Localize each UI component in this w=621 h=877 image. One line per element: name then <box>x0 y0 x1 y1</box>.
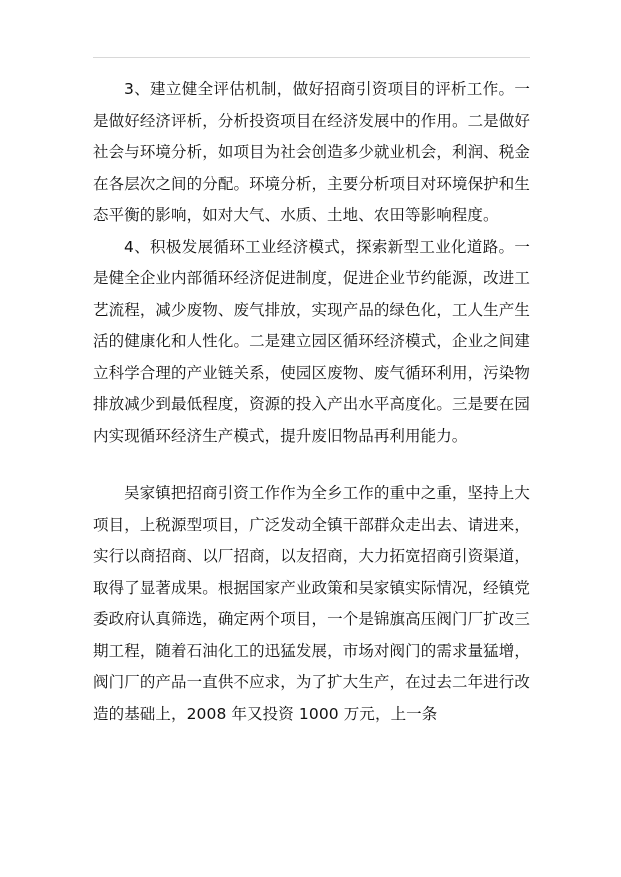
paragraph-wujia-town-investment: 吴家镇把招商引资工作作为全乡工作的重中之重，坚持上大项目，上税源型项目，广泛发动全镇干部群众走出去、请进来，实行以商招商、以厂招商，以友招商，大力拓宽招商引资渠道，取得了显著成果。根据国家产业政策和吴家镇实际情况，经镇党委政府认真筛选，确定两个项目，一个是锦旗高压阀门厂扩改三期工程，随着石油化工的迅猛发展，市场对阀门的需求量猛增，阀门厂的产品一直供不应求，为了扩大生产，在过去二年进行改造的基础上，2008 年又投资 1000 万元，上一条 <box>93 484 530 723</box>
paragraph-spacer <box>93 452 530 478</box>
document-body <box>93 74 530 730</box>
header-divider <box>93 57 530 58</box>
paragraph-evaluation-mechanism: 3、建立健全评估机制，做好招商引资项目的评析工作。一是做好经济评析，分析投资项目在经济发展中的作用。二是做好社会与环境分析，如项目为社会创造多少就业机会，利润、税金在各层次之间的分配。环境分析，主要分析项目对环境保护和生态平衡的影响，如对大气、水质、土地、农田等影响程度。 <box>93 80 530 224</box>
paragraph-circular-economy: 4、积极发展循环工业经济模式，探索新型工业化道路。一是健全企业内部循环经济促进制度，促进企业节约能源，改进工艺流程，减少废物、废气排放，实现产品的绿色化，工人生产生活的健康化和人性化。二是建立园区循环经济模式，企业之间建立科学合理的产业链关系，使园区废物、废气循环利用，污染物排放减少到最低程度，资源的投入产出水平高度化。三是要在园内实现循环经济生产模式，提升废旧物品再利用能力。 <box>93 237 530 445</box>
